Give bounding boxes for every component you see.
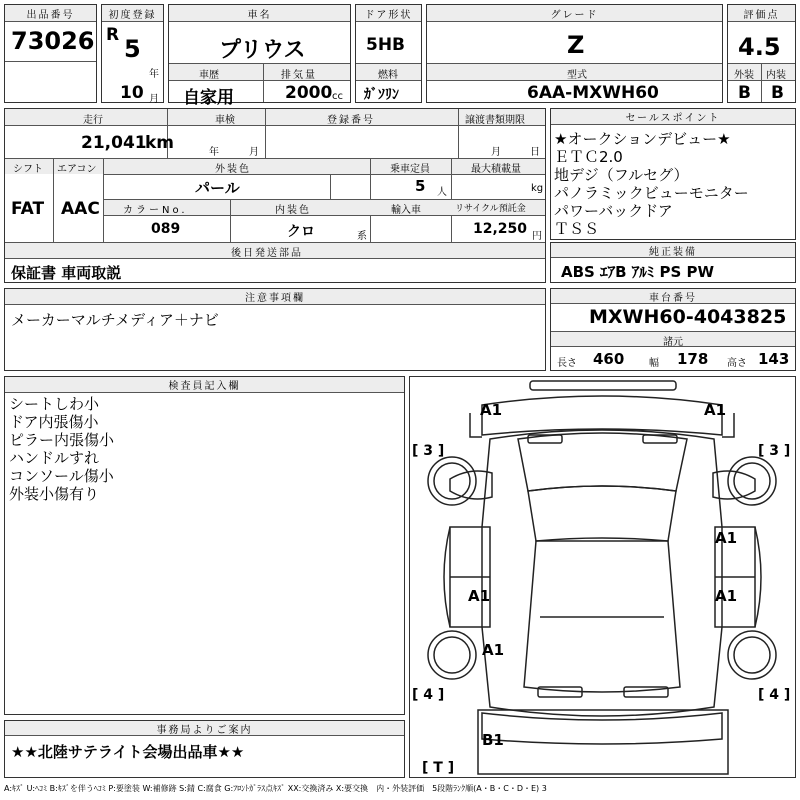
width-value: 178: [677, 350, 709, 368]
score-value: 4.5: [738, 33, 781, 61]
transfer-label: 譲渡書類期限: [465, 115, 525, 126]
sales-point-item: パノラミックビューモニター: [554, 184, 749, 202]
chassis-label: 車台番号: [551, 289, 795, 304]
height-value: 143: [758, 350, 790, 368]
inspector-line: シートしわ小: [9, 395, 100, 413]
later-parts-value: 保証書 車両取説: [11, 264, 122, 282]
door-label: ドア形状: [356, 5, 421, 22]
genuine-label: 純正装備: [551, 243, 795, 258]
damage-mark-b1-rear: B1: [482, 731, 504, 749]
ins-month-unit: 月: [249, 147, 259, 158]
grade-value: Z: [567, 31, 585, 59]
sales-point-item: ＥＴＣ2.0: [554, 148, 623, 166]
sales-points-box: [550, 108, 796, 240]
notes-label: 注意事項欄: [5, 289, 545, 305]
int-grade: B: [771, 83, 784, 103]
first-reg-box: [101, 4, 164, 103]
chassis-box: [550, 288, 796, 371]
capacity-label: 乗車定員: [390, 164, 430, 175]
color-no-label: カラーNo.: [123, 205, 188, 216]
car-name: プリウス: [219, 38, 306, 63]
int-color-label: 内装色: [275, 205, 311, 216]
first-month: 10: [120, 83, 144, 103]
cc-unit: cc: [332, 91, 343, 102]
inspector-line: ドア内張傷小: [9, 413, 99, 431]
door-box: [355, 4, 422, 103]
capacity-value: 5: [415, 177, 426, 195]
recycle-value: 12,250: [473, 221, 528, 237]
yen-unit: 円: [532, 231, 542, 242]
damage-mark-a1-left-low: A1: [482, 641, 505, 659]
info-box: [4, 108, 546, 283]
tr-day-unit: 日: [530, 147, 540, 158]
history-label: 車歴: [199, 70, 219, 81]
door-value: 5HB: [366, 35, 406, 55]
inspection-label: 車検: [215, 115, 235, 126]
damage-mark-a1-left-mid: A1: [468, 587, 491, 605]
load-label: 最大積載量: [471, 164, 521, 175]
office-value: ★★北陸サテライト会場出品車★★: [11, 743, 245, 761]
year-unit: 年: [149, 69, 159, 80]
lot-box: [4, 4, 97, 103]
car-name-label: 車名: [169, 5, 350, 22]
lot-number: 73026: [11, 27, 95, 55]
aircon-value: AAC: [61, 199, 100, 219]
lot-label: 出品番号: [5, 5, 96, 22]
fuel-value: ｶﾞｿﾘﾝ: [364, 87, 399, 103]
tire-tread-spare: [ T ]: [422, 760, 455, 776]
inspector-box: [4, 376, 405, 715]
sales-point-item: 地デジ（フルセグ）: [554, 166, 689, 184]
sales-points-label: セールスポイント: [551, 109, 795, 125]
genuine-box: [550, 242, 796, 283]
notes-value: メーカーマルチメディア＋ナビ: [11, 311, 219, 329]
first-year: 5: [124, 35, 141, 63]
damage-mark-a1-right-low: A1: [715, 587, 738, 605]
inspector-label: 検査員記入欄: [5, 377, 404, 393]
legend: A:ｷｽﾞ U:ﾍｺﾐ B:ｷｽﾞを伴うﾍｺﾐ P:要塗装 W:補修跡 S:錆 C:腐食 G:ﾌﾛﾝﾄｶﾞﾗｽ点ｷｽﾞ XX:交換済み X:要交換 内・外装評価 5段階ﾗﾝｸ順(A・B・C・D・E) 3: [4, 784, 547, 793]
ext-label: 外装: [734, 70, 754, 81]
mileage-value: 21,041: [81, 133, 147, 153]
inspector-line: ピラー内張傷小: [9, 431, 115, 449]
office-box: [4, 720, 405, 778]
model-label: 型式: [567, 70, 587, 81]
person-unit: 人: [437, 187, 447, 198]
kg-unit: kg: [531, 183, 544, 194]
damage-mark-a1-front-left: A1: [480, 401, 503, 419]
damage-mark-a1-front-right: A1: [704, 401, 727, 419]
displacement-value: 2000: [285, 83, 333, 103]
car-diagram-svg: [410, 377, 795, 777]
history-value: 自家用: [183, 88, 234, 108]
fuel-label: 燃料: [378, 70, 398, 81]
model-value: 6AA-MXWH60: [527, 83, 659, 103]
genuine-value: ABS ｴｱB ｱﾙﾐ PS PW: [561, 263, 715, 281]
score-box: [727, 4, 796, 103]
score-label: 評価点: [728, 5, 795, 22]
sales-point-item: ★オークションデビュー★: [554, 130, 731, 148]
km-unit: km: [145, 133, 175, 153]
reg-no-label: 登録番号: [327, 115, 375, 126]
inspector-line: 外装小傷有り: [9, 485, 100, 503]
car-box: [168, 4, 351, 108]
aircon-label: エアコン: [57, 164, 97, 175]
mileage-label: 走行: [83, 115, 103, 126]
notes-box: [4, 288, 546, 371]
int-label: 内装: [766, 70, 786, 81]
era: R: [106, 25, 120, 45]
shift-label: シフト: [13, 164, 43, 175]
length-label: 長さ: [557, 358, 577, 369]
sales-point-item: ＴＳＳ: [554, 220, 600, 238]
color-no-value: 089: [151, 221, 181, 237]
month-unit: 月: [149, 94, 159, 105]
kei-unit: 系: [357, 231, 367, 242]
shift-value: FAT: [11, 199, 45, 219]
car-diagram: [409, 376, 796, 778]
recycle-label: リサイクル預託金: [455, 204, 526, 214]
spec-label: 諸元: [663, 337, 683, 348]
chassis-value: MXWH60-4043825: [589, 306, 787, 328]
color-value: パール: [195, 179, 240, 197]
color-label: 外装色: [215, 164, 251, 175]
inspector-line: ハンドルすれ: [9, 449, 100, 467]
ins-year-unit: 年: [209, 147, 219, 158]
grade-label: グレード: [427, 5, 722, 22]
tire-tread-front-left: [ 3 ]: [412, 443, 445, 459]
tire-tread-front-right: [ 3 ]: [758, 443, 791, 459]
tire-tread-rear-right: [ 4 ]: [758, 687, 791, 703]
length-value: 460: [593, 350, 625, 368]
office-label: 事務局よりご案内: [5, 721, 404, 736]
grade-box: [426, 4, 723, 103]
height-label: 高さ: [727, 358, 747, 369]
width-label: 幅: [649, 358, 659, 369]
tr-month-unit: 月: [491, 147, 501, 158]
ext-grade: B: [738, 83, 751, 103]
displacement-label: 排気量: [281, 70, 317, 81]
int-color-value: クロ: [287, 224, 315, 240]
tire-tread-rear-left: [ 4 ]: [412, 687, 445, 703]
first-reg-label: 初度登録: [102, 5, 163, 22]
inspector-line: コンソール傷小: [9, 467, 114, 485]
later-parts-label: 後日発送部品: [231, 248, 303, 259]
import-label: 輸入車: [391, 205, 421, 216]
sales-point-item: パワーバックドア: [554, 202, 673, 220]
damage-mark-a1-right-mid: A1: [715, 529, 738, 547]
